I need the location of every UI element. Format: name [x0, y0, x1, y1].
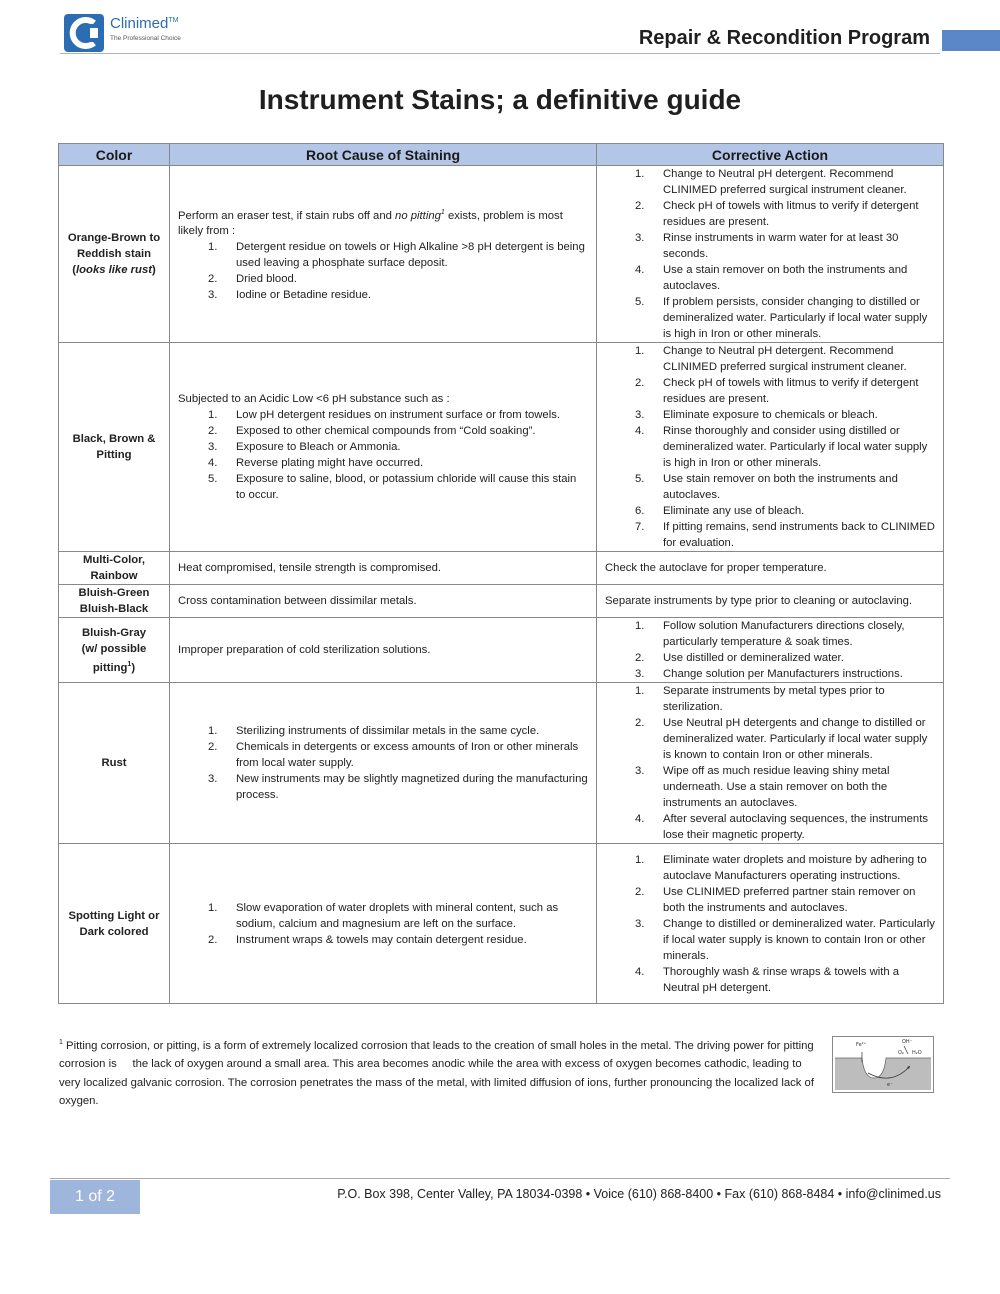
cause-list	[178, 407, 588, 503]
table-row	[59, 552, 944, 585]
column-header-action: Corrective Action	[597, 144, 944, 166]
list-item: 5. Use stain remover on both the instruments and autoclaves.	[635, 473, 898, 501]
footer-divider	[50, 1178, 950, 1179]
color-cell: Bluish-Green Bluish-Black	[59, 585, 170, 618]
cause-cell	[170, 844, 597, 1004]
list-item: 4. Rinse thoroughly and consider using distilled or demineralized water. Particularly if local water supply is high in Iron or other minerals.	[635, 425, 928, 469]
list-item: 1. Change to Neutral pH detergent. Recommend CLINIMED preferred surgical instrument cleaner.	[635, 345, 907, 373]
cause-cell: Heat compromised, tensile strength is compromised.	[170, 552, 597, 585]
logo-name: Clinimed	[110, 15, 169, 32]
list-item: 2. Check pH of towels with litmus to verify if detergent residues are present.	[635, 377, 919, 405]
list-item: 1. Slow evaporation of water droplets with mineral content, such as sodium, calcium and magnesium are left on the surface.	[208, 901, 559, 930]
cause-list	[178, 723, 588, 803]
list-item: 5. If problem persists, consider changing to distilled or demineralized water. Particularly if local water supply is high in Iron or other minerals.	[635, 296, 928, 340]
table-row	[59, 844, 944, 1004]
list-item: 1. Follow solution Manufacturers directions closely, particularly temperature & soak times.	[635, 620, 905, 648]
list-item: 1. Low pH detergent residues on instrument surface or from towels.	[208, 409, 560, 421]
table-row	[59, 683, 944, 844]
list-item: 5. Exposure to saline, blood, or potassium chloride will cause this stain to occur.	[208, 473, 577, 501]
list-item: 2. Use distilled or demineralized water.	[635, 652, 844, 664]
action-cell	[597, 683, 944, 844]
cause-cell: Cross contamination between dissimilar metals.	[170, 585, 597, 618]
action-cell	[597, 844, 944, 1004]
list-item: 3. Rinse instruments in warm water for at least 30 seconds.	[635, 232, 899, 260]
figure-label-water: H₂O	[912, 1050, 922, 1056]
action-cell: Check the autoclave for proper temperature.	[597, 552, 944, 585]
table-row	[59, 343, 944, 552]
stain-guide-table	[58, 143, 944, 1004]
action-list	[605, 852, 935, 996]
list-item: 3. Exposure to Bleach or Ammonia.	[208, 441, 401, 453]
list-item: 4. Reverse plating might have occurred.	[208, 457, 424, 469]
logo-tagline: The Professional Choice	[110, 35, 181, 42]
color-cell: Rust	[59, 683, 170, 844]
cause-intro: Subjected to an Acidic Low <6 pH substance such as :	[178, 393, 450, 405]
list-item: 1. Eliminate water droplets and moisture by adhering to autoclave Manufacturers operating instructions.	[635, 853, 927, 882]
list-item: 3. Wipe off as much residue leaving shiny metal underneath. Use a stain remover on both the instruments an autoclaves.	[635, 765, 890, 809]
cause-cell	[170, 343, 597, 552]
color-cell: Multi-Color, Rainbow	[59, 552, 170, 585]
table-row	[59, 585, 944, 618]
clinimed-logo	[64, 14, 204, 54]
figure-label-electron: e⁻	[887, 1082, 893, 1088]
footnote: $^1$ Pitting corrosion, or pitting, is a form of extremely localized corrosion that leads to the creation of small holes in the metal. The driving power for pitting corrosion is the lack of oxygen around a small area. This area becomes anodic while the area with excess of oxygen becomes cathodic, leading to very localized galvanic corrosion. The corrosion penetrates the mass of the metal, with limited diffusion of ions, further pronouncing the localized lack of oxygen.	[59, 1039, 814, 1108]
figure-label-iron-ion: Fe²⁺	[856, 1042, 867, 1048]
action-list	[605, 683, 935, 843]
list-item: 3. Iodine or Betadine residue.	[208, 289, 372, 302]
color-cell: Orange-Brown to Reddish stain (looks like rust)	[59, 166, 170, 343]
pitting-corrosion-diagram	[832, 1036, 934, 1093]
page-title: Instrument Stains; a definitive guide	[258, 84, 742, 115]
column-header-color: Color	[59, 144, 170, 166]
color-cell: Bluish-Gray (w/ possible pitting$^1$)	[59, 618, 170, 683]
list-item: 2. Use Neutral pH detergents and change to distilled or demineralized water. Particularly if local water supply is known to contain Iron or other minerals.	[635, 717, 928, 761]
action-cell: Separate instruments by type prior to cleaning or autoclaving.	[597, 585, 944, 618]
cause-list	[178, 239, 588, 303]
list-item: 6. Eliminate any use of bleach.	[635, 505, 805, 517]
header-accent-bar	[942, 30, 1000, 51]
action-list	[605, 618, 935, 682]
table-row	[59, 618, 944, 683]
color-cell: Black, Brown & Pitting	[59, 343, 170, 552]
table-header-row	[59, 144, 944, 166]
cause-cell	[170, 166, 597, 343]
list-item: 1. Detergent residue on towels or High Alkaline >8 pH detergent is being used leaving a phosphate surface deposit.	[208, 241, 585, 270]
action-cell	[597, 166, 944, 343]
cause-cell: Improper preparation of cold sterilization solutions.	[170, 618, 597, 683]
clinimed-logo-icon	[64, 14, 104, 52]
cause-list	[178, 900, 588, 948]
column-header-cause: Root Cause of Staining	[170, 144, 597, 166]
header-title: Repair & Recondition Program	[638, 27, 930, 49]
list-item: 4. Thoroughly wash & rinse wraps & towels with a Neutral pH detergent.	[635, 965, 900, 994]
contact-address: P.O. Box 398, Center Valley, PA 18034-0398 • Voice (610) 868-8400 • Fax (610) 868-8484 • info@clinimed.us	[337, 1187, 941, 1201]
page-number: 1 of 2	[50, 1180, 140, 1214]
action-list	[605, 343, 935, 551]
list-item: 1. Change to Neutral pH detergent. Recommend CLINIMED preferred surgical instrument cleaner.	[635, 168, 907, 196]
color-cell: Spotting Light or Dark colored	[59, 844, 170, 1004]
list-item: 3. Change to distilled or demineralized water. Particularly if local water supply is known to contain Iron or other minerals.	[635, 917, 935, 962]
list-item: 2. Dried blood.	[208, 273, 297, 286]
list-item: 1. Separate instruments by metal types prior to sterilization.	[635, 685, 885, 713]
header-divider	[60, 53, 940, 54]
list-item: 7. If pitting remains, send instruments back to CLINIMED for evaluation.	[635, 521, 935, 549]
list-item: 2. Check pH of towels with litmus to verify if detergent residues are present.	[635, 200, 919, 228]
list-item: 1. Sterilizing instruments of dissimilar metals in the same cycle.	[208, 725, 540, 737]
figure-label-oxygen: O₂	[898, 1050, 904, 1056]
list-item: 2. Chemicals in detergents or excess amounts of Iron or other minerals from local water supply.	[208, 741, 579, 769]
list-item: 3. Eliminate exposure to chemicals or bleach.	[635, 409, 878, 421]
list-item: 2. Exposed to other chemical compounds from “Cold soaking”.	[208, 425, 536, 437]
table-row	[59, 166, 944, 343]
action-list	[605, 166, 935, 342]
figure-label-hydroxide: OH⁻	[902, 1039, 913, 1045]
list-item: 2. Instrument wraps & towels may contain detergent residue.	[208, 933, 527, 946]
list-item: 3. New instruments may be slightly magnetized during the manufacturing process.	[208, 773, 588, 801]
list-item: 4. After several autoclaving sequences, the instruments lose their magnetic property.	[635, 813, 928, 841]
list-item: 3. Change solution per Manufacturers instructions.	[635, 668, 903, 680]
action-cell	[597, 343, 944, 552]
action-cell	[597, 618, 944, 683]
cause-intro: Perform an eraser test, if stain rubs off and no pitting$^1$ exists, problem is most likely from :	[178, 208, 563, 238]
list-item: 2. Use CLINIMED preferred partner stain remover on both the instruments and autoclaves.	[635, 885, 916, 914]
list-item: 4. Use a stain remover on both the instruments and autoclaves.	[635, 264, 908, 292]
logo-trademark: TM	[168, 17, 179, 24]
cause-cell	[170, 683, 597, 844]
